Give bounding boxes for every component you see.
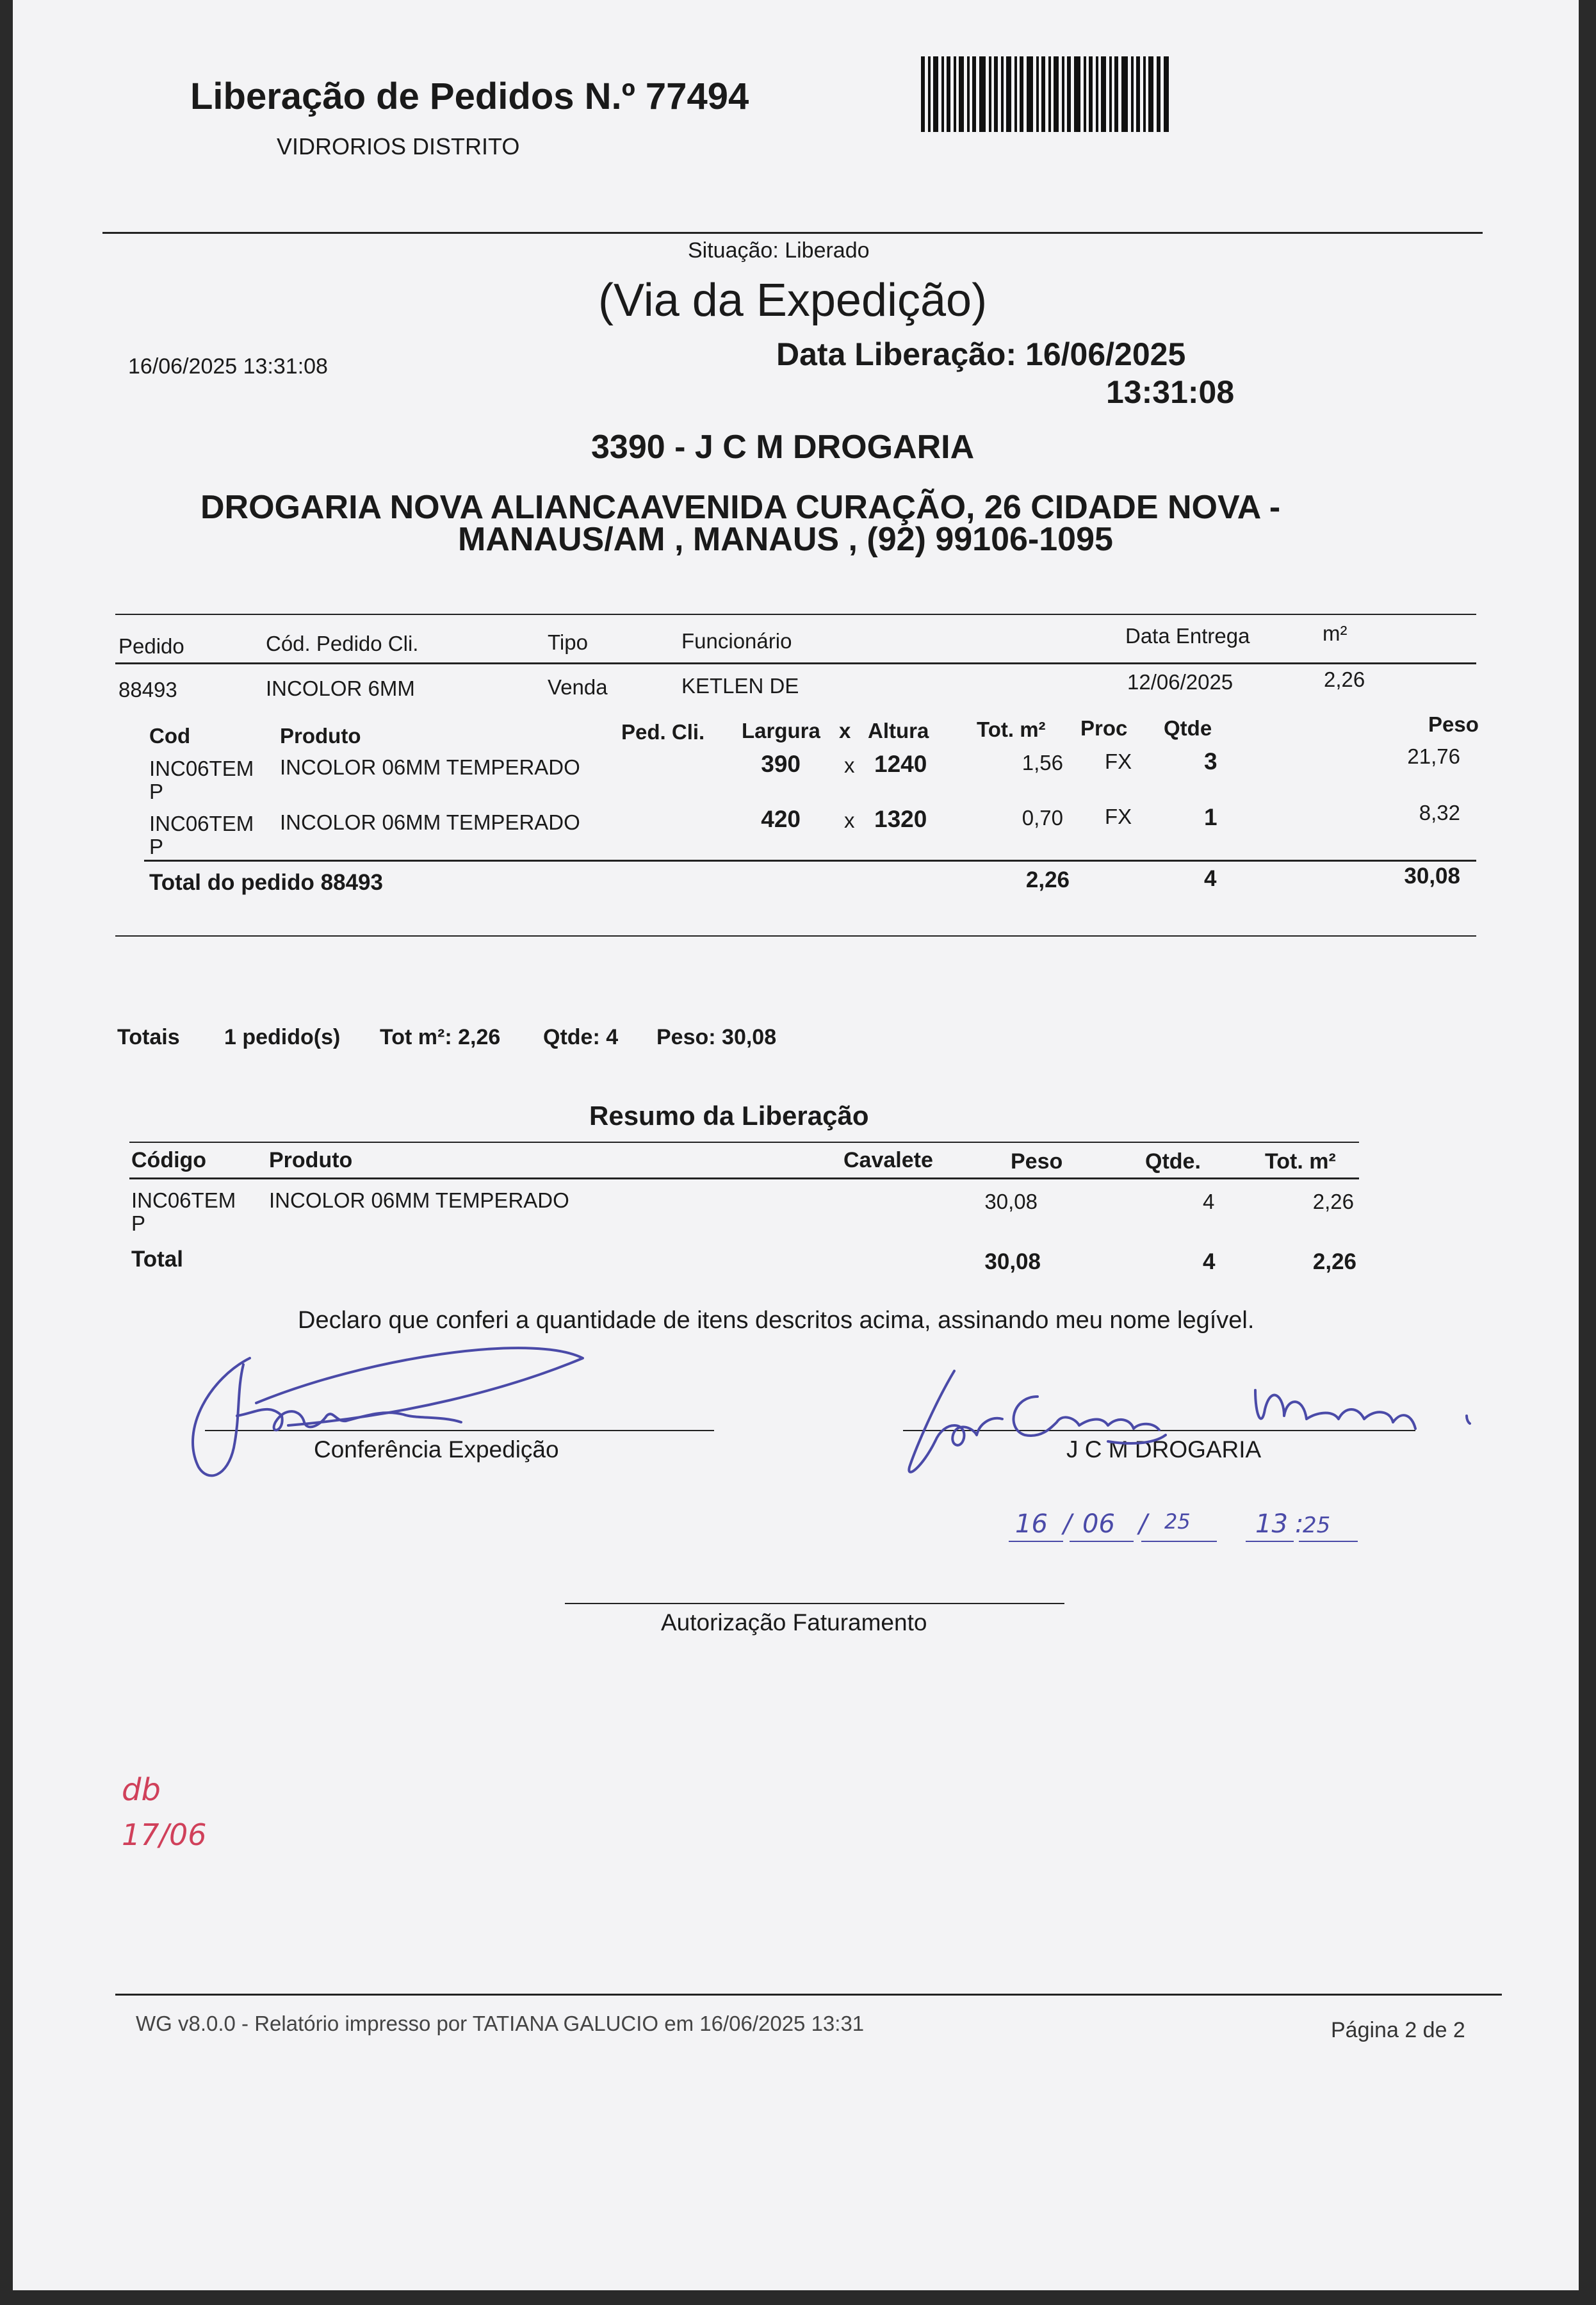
order-m2: 2,26 — [1324, 668, 1365, 691]
red-note-date: 17/06 — [122, 1817, 207, 1852]
header-divider — [102, 232, 1483, 234]
summary-total-peso: 30,08 — [984, 1249, 1041, 1274]
col-data-entrega: Data Entrega — [1125, 624, 1250, 648]
col-cod-pedido-cli: Cód. Pedido Cli. — [266, 632, 419, 655]
items-col-altura: Altura — [868, 719, 929, 742]
summary-col-cavalete: Cavalete — [843, 1148, 933, 1172]
item2-altura: 1320 — [874, 806, 927, 832]
document-title: Liberação de Pedidos N.º 77494 — [190, 76, 749, 117]
totals-label: Totais — [117, 1025, 180, 1049]
item1-qtde: 3 — [1204, 748, 1217, 775]
items-col-peso: Peso — [1428, 712, 1479, 736]
summary-row-produto: INCOLOR 06MM TEMPERADO — [269, 1188, 569, 1212]
order-total-m2: 2,26 — [1025, 867, 1070, 892]
handwritten-date — [999, 1499, 1383, 1557]
barcode — [921, 56, 1171, 133]
footer-rule — [115, 1994, 1502, 1996]
item2-largura: 420 — [761, 806, 801, 832]
summary-col-codigo: Código — [131, 1148, 207, 1172]
company-name: VIDRORIOS DISTRITO — [277, 133, 520, 160]
totals-peso: Peso: 30,08 — [656, 1025, 777, 1049]
red-note-initials: db — [122, 1772, 161, 1808]
summary-total-label: Total — [131, 1247, 184, 1272]
svg-text:/: / — [1139, 1509, 1148, 1539]
summary-row-code: INC06TEM — [131, 1188, 236, 1212]
hw-year: 25 — [1164, 1509, 1191, 1534]
declaration-text: Declaro que conferi a quantidade de itens descritos acima, assinando meu nome legível. — [298, 1307, 1255, 1334]
footer-printed-by: WG v8.0.0 - Relatório impresso por TATIANA GALUCIO em 16/06/2025 13:31 — [136, 2012, 865, 2035]
summary-row-tot-m2: 2,26 — [1312, 1190, 1354, 1213]
item2-proc: FX — [1105, 805, 1132, 828]
totals-m2: Tot m²: 2,26 — [380, 1025, 501, 1049]
col-funcionario: Funcionário — [681, 629, 792, 653]
client-address-line1: DROGARIA NOVA ALIANCAAVENIDA CURAÇÃO, 26 CIDADE NOVA - — [200, 489, 1281, 526]
order-cod-pedido-cli: INCOLOR 6MM — [266, 677, 415, 700]
hw-day: 16 — [1015, 1509, 1048, 1539]
summary-row-peso: 30,08 — [984, 1190, 1038, 1213]
footer-page-number: Página 2 de 2 — [1331, 2018, 1465, 2042]
order-table-header-rule — [115, 662, 1476, 664]
items-col-largura: Largura — [742, 719, 820, 742]
right-signature — [897, 1358, 1473, 1486]
document-page — [13, 0, 1579, 2290]
via-title: (Via da Expedição) — [598, 275, 988, 326]
summary-col-produto: Produto — [269, 1148, 353, 1172]
item1-proc: FX — [1105, 750, 1132, 773]
items-col-proc: Proc — [1080, 716, 1128, 740]
items-col-tot-m2: Tot. m² — [977, 718, 1046, 741]
summary-row-qtde: 4 — [1203, 1190, 1215, 1213]
items-col-qtde: Qtde — [1164, 716, 1212, 740]
order-total-qtde: 4 — [1204, 866, 1217, 891]
red-note — [109, 1755, 237, 1864]
auth-label: Autorização Faturamento — [661, 1609, 927, 1636]
item2-produto: INCOLOR 06MM TEMPERADO — [280, 810, 580, 834]
left-signature-label: Conferência Expedição — [314, 1436, 559, 1463]
items-col-produto: Produto — [280, 724, 361, 748]
summary-col-qtde: Qtde. — [1145, 1149, 1201, 1174]
item1-tot-m2: 1,56 — [1022, 751, 1063, 775]
item1-cod: INC06TEM — [149, 757, 254, 780]
order-total-peso: 30,08 — [1404, 864, 1460, 889]
item2-x: x — [844, 808, 855, 832]
client-address-line2: MANAUS/AM , MANAUS , (92) 99106-1095 — [458, 521, 1113, 558]
item2-cod: INC06TEM — [149, 812, 254, 835]
summary-total-qtde: 4 — [1203, 1249, 1216, 1274]
summary-top-rule — [129, 1142, 1359, 1143]
items-col-ped-cli: Ped. Cli. — [621, 720, 705, 744]
col-tipo: Tipo — [548, 630, 588, 654]
summary-col-peso: Peso — [1011, 1149, 1063, 1174]
release-time: 13:31:08 — [1106, 374, 1235, 410]
svg-text:/: / — [1063, 1509, 1072, 1539]
col-pedido: Pedido — [118, 634, 184, 658]
right-signature-label: J C M DROGARIA — [1066, 1436, 1262, 1463]
item1-x: x — [844, 753, 855, 777]
item2-cod-cont: P — [149, 835, 164, 858]
item2-peso: 8,32 — [1419, 801, 1460, 824]
item1-largura: 390 — [761, 751, 801, 777]
totals-qtde: Qtde: 4 — [543, 1025, 619, 1049]
printed-datetime: 16/06/2025 13:31:08 — [128, 354, 328, 379]
items-col-x: x — [839, 719, 851, 742]
order-funcionario: KETLEN DE — [681, 674, 799, 698]
summary-header-rule — [129, 1177, 1359, 1179]
items-total-rule — [144, 860, 1476, 862]
summary-total-tot-m2: 2,26 — [1312, 1249, 1356, 1274]
release-date: Data Liberação: 16/06/2025 — [776, 336, 1186, 372]
hw-hour: 13 — [1255, 1509, 1288, 1539]
order-data-entrega: 12/06/2025 — [1127, 670, 1234, 694]
hw-minute: 25 — [1303, 1513, 1331, 1538]
order-table-top-rule — [115, 614, 1476, 615]
item1-peso: 21,76 — [1407, 744, 1460, 768]
item1-produto: INCOLOR 06MM TEMPERADO — [280, 755, 580, 779]
order-total-label: Total do pedido 88493 — [149, 870, 383, 895]
item1-altura: 1240 — [874, 751, 927, 777]
summary-row-code-cont: P — [131, 1211, 146, 1235]
summary-col-tot-m2: Tot. m² — [1265, 1149, 1336, 1174]
left-signature — [173, 1320, 621, 1486]
auth-signature-line — [565, 1603, 1064, 1604]
client-name: 3390 - J C M DROGARIA — [591, 429, 975, 466]
summary-title: Resumo da Liberação — [589, 1101, 869, 1131]
item2-tot-m2: 0,70 — [1022, 806, 1063, 830]
order-pedido: 88493 — [118, 678, 177, 701]
order-tipo: Venda — [548, 675, 608, 699]
items-col-cod: Cod — [149, 724, 191, 748]
hw-month: 06 — [1082, 1509, 1115, 1539]
items-bottom-rule — [115, 935, 1476, 937]
status-text: Situação: Liberado — [688, 238, 870, 263]
item1-cod-cont: P — [149, 780, 164, 803]
totals-pedidos: 1 pedido(s) — [224, 1025, 341, 1049]
col-m2: m² — [1323, 621, 1348, 645]
svg-text::: : — [1295, 1509, 1304, 1539]
item2-qtde: 1 — [1204, 804, 1217, 830]
